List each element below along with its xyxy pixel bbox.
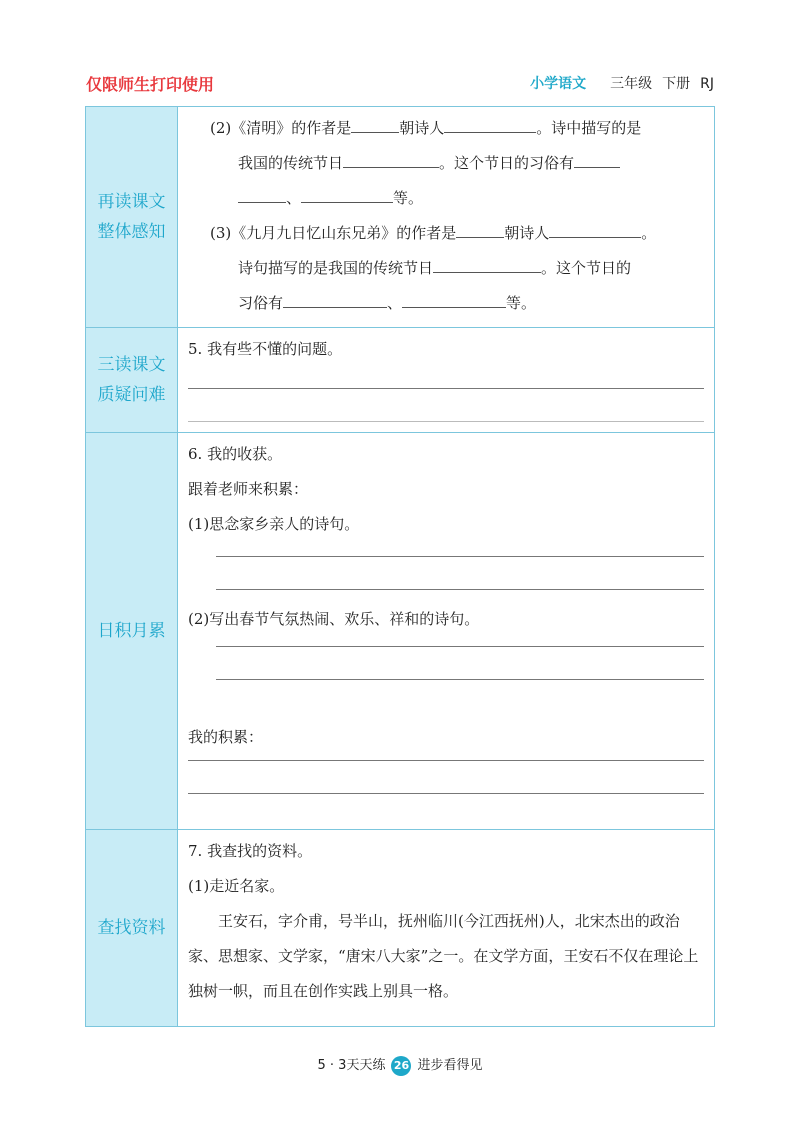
- label-line: 整体感知: [97, 222, 166, 242]
- question-2-line2: 我国的传统节日 。这个节日的习俗有: [188, 146, 704, 181]
- blank-custom1a[interactable]: [574, 149, 620, 168]
- question-3-line1: (3)《九月九日忆山东兄弟》的作者是 朝诗人 。: [188, 216, 704, 251]
- blank-poet[interactable]: [444, 114, 536, 133]
- part-1-research: (1)走近名家。: [188, 877, 285, 895]
- blank-author[interactable]: [351, 114, 399, 133]
- section-label-reread: [86, 107, 178, 328]
- blank-custom1b[interactable]: [238, 184, 286, 203]
- question-3-line2: 诗句描写的是我国的传统节日 。这个节日的: [188, 251, 704, 286]
- answer-line[interactable]: [188, 420, 704, 422]
- section-label-third: [86, 328, 178, 433]
- question-6: 6. 我的收获。: [188, 445, 283, 463]
- section-body-research: [178, 830, 715, 1027]
- label-line: 日积月累: [97, 621, 166, 641]
- section-label-daily: [86, 433, 178, 830]
- label-line: 质疑问难: [97, 385, 166, 405]
- part-1: (1)思念家乡亲人的诗句。: [188, 515, 360, 533]
- header-info: [530, 73, 714, 93]
- section-body-third: [178, 328, 715, 433]
- research-paragraph: 王安石，字介甫，号半山，抚州临川(今江西抚州)人，北宋杰出的政治家、思想家、文学家，“唐宋八大家”之一。在文学方面，王安石不仅在理论上独树一帜，而且在创作实践上别具一格。: [188, 912, 699, 1000]
- question-5: 5. 我有些不懂的问题。: [188, 340, 343, 358]
- question-3-line3: 习俗有 、 等。: [188, 286, 704, 321]
- grade-label: 三年级: [610, 76, 653, 92]
- section-body-reread: [178, 107, 715, 328]
- section-label-research: [86, 830, 178, 1027]
- label-line: 再读课文: [97, 192, 166, 212]
- footer-slogan: 进步看得见: [417, 1058, 483, 1073]
- edition-label: RJ: [700, 76, 714, 92]
- blank-author3[interactable]: [456, 219, 504, 238]
- blank-poet3[interactable]: [549, 219, 641, 238]
- blank-custom2[interactable]: [301, 184, 393, 203]
- print-notice: 仅限师生打印使用: [86, 75, 215, 94]
- question-2-line1: (2)《清明》的作者是 朝诗人 。诗中描写的是: [188, 111, 704, 146]
- part-2: (2)写出春节气氛热闹、欢乐、祥和的诗句。: [188, 610, 480, 628]
- blank-festival3[interactable]: [433, 254, 541, 273]
- subject-label: 小学语文: [530, 76, 587, 92]
- blank-custom3b[interactable]: [402, 289, 506, 308]
- follow-teacher: 跟着老师来积累：: [188, 480, 309, 498]
- section-reread: [86, 107, 715, 328]
- section-research: [86, 830, 715, 1027]
- footer: [0, 1054, 800, 1076]
- answer-line[interactable]: [188, 792, 704, 794]
- section-body-daily: [178, 433, 715, 830]
- section-daily: [86, 433, 715, 830]
- footer-brand: 5 · 3天天练: [317, 1058, 386, 1073]
- blank-custom3a[interactable]: [283, 289, 387, 308]
- blank-festival[interactable]: [343, 149, 439, 168]
- worksheet-table: [85, 106, 715, 1027]
- my-accumulation: 我的积累：: [188, 728, 264, 746]
- question-7: 7. 我查找的资料。: [188, 842, 313, 860]
- volume-label: 下册: [662, 76, 691, 92]
- question-2-line3: 、 等。: [188, 181, 704, 216]
- label-line: 查找资料: [97, 918, 166, 938]
- label-line: 三读课文: [97, 355, 166, 375]
- section-third: [86, 328, 715, 433]
- page-number-badge: 26: [391, 1056, 411, 1076]
